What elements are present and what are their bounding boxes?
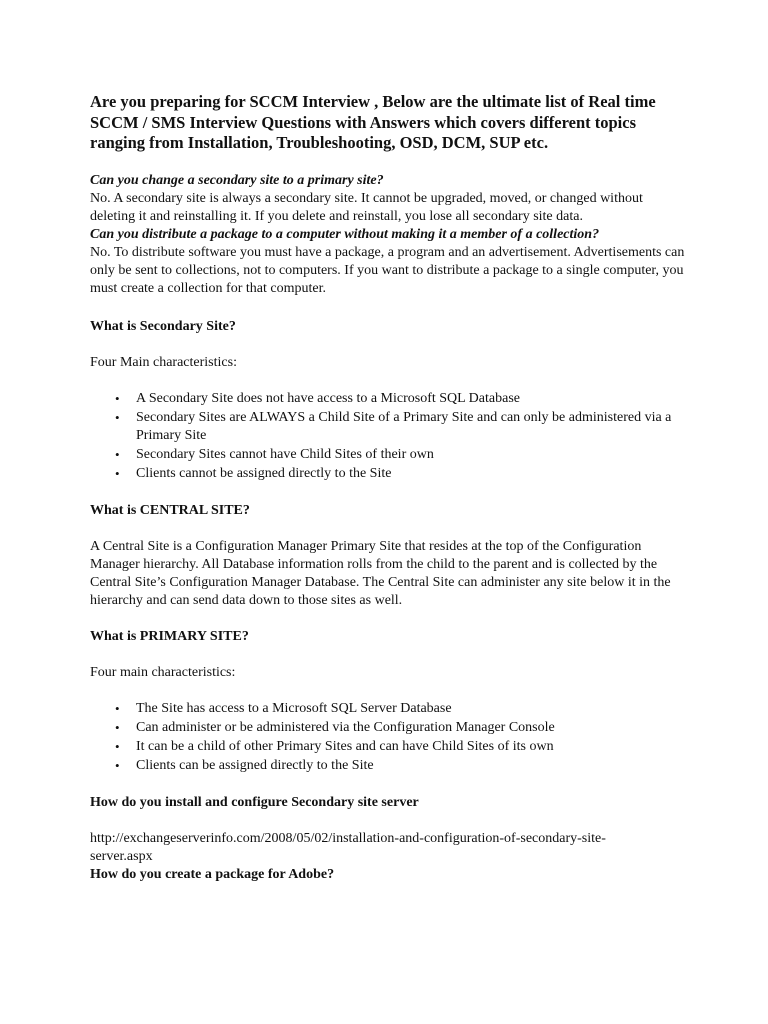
- bullet-icon: •: [115, 465, 120, 481]
- primary-list: [90, 700, 690, 775]
- heading-package-adobe: How do you create a package for Adobe?: [90, 866, 335, 882]
- answer-distribute-package: No. To distribute software you must have a package, a program and an advertisement. Advertisements can only be sent to collections, not to computers. If you want to distribute a package to a single computer, you must create a collection for that computer.: [90, 244, 685, 296]
- heading-install-secondary: How do you install and configure Secondary site server: [90, 794, 419, 810]
- list-item-text: Clients can be assigned directly to the Site: [136, 757, 374, 773]
- heading-primary-site: What is PRIMARY SITE?: [90, 628, 249, 644]
- list-item: [90, 700, 690, 718]
- list-item-text: Secondary Sites cannot have Child Sites of their own: [136, 446, 434, 462]
- list-item-text: Secondary Sites are ALWAYS a Child Site of a Primary Site and can only be administered via a Primary Site: [136, 409, 672, 443]
- install-url[interactable]: http://exchangeserverinfo.com/2008/05/02/installation-and-configuration-of-secondary-site-server.aspx: [90, 830, 606, 864]
- intro-heading: Are you preparing for SCCM Interview , Below are the ultimate list of Real time SCCM / SMS Interview Questions with Answers which covers different topics ranging from Installation, Troubleshooting, OSD, DCM, SUP etc.: [90, 92, 656, 152]
- list-item-text: It can be a child of other Primary Sites and can have Child Sites of its own: [136, 738, 554, 754]
- list-item-text: The Site has access to a Microsoft SQL Server Database: [136, 700, 452, 716]
- list-item-text: Can administer or be administered via the Configuration Manager Console: [136, 719, 555, 735]
- bullet-icon: •: [115, 446, 120, 462]
- list-item: [90, 390, 690, 408]
- heading-central-site: What is CENTRAL SITE?: [90, 502, 250, 518]
- question-change-secondary: Can you change a secondary site to a primary site?: [90, 172, 384, 188]
- bullet-icon: •: [115, 757, 120, 773]
- list-item: [90, 757, 690, 775]
- heading-secondary-site: What is Secondary Site?: [90, 318, 236, 334]
- bullet-icon: •: [115, 700, 120, 716]
- list-item: [90, 446, 690, 464]
- list-item: [90, 409, 690, 445]
- list-item: [90, 719, 690, 737]
- document-page: [90, 92, 690, 884]
- bullet-icon: •: [115, 390, 120, 406]
- list-item-text: Clients cannot be assigned directly to the Site: [136, 465, 392, 481]
- bullet-icon: •: [115, 738, 120, 754]
- list-item: [90, 465, 690, 483]
- list-item-text: A Secondary Site does not have access to a Microsoft SQL Database: [136, 390, 520, 406]
- bullet-icon: •: [115, 409, 120, 425]
- central-text: A Central Site is a Configuration Manager Primary Site that resides at the top of the Configuration Manager hierarchy. All Database information rolls from the child to the parent and is collected by the Central Site’s Configuration Manager Database. The Central Site can administer any site below it in the hierarchy and can send data down to those sites as well.: [90, 538, 671, 608]
- primary-intro: Four main characteristics:: [90, 664, 236, 680]
- question-distribute-package: Can you distribute a package to a computer without making it a member of a collection?: [90, 226, 600, 242]
- answer-change-secondary: No. A secondary site is always a secondary site. It cannot be upgraded, moved, or changed without deleting it and reinstalling it. If you delete and reinstall, you lose all secondary site data.: [90, 190, 643, 224]
- secondary-intro: Four Main characteristics:: [90, 354, 237, 370]
- bullet-icon: •: [115, 719, 120, 735]
- secondary-list: [90, 390, 690, 483]
- list-item: [90, 738, 690, 756]
